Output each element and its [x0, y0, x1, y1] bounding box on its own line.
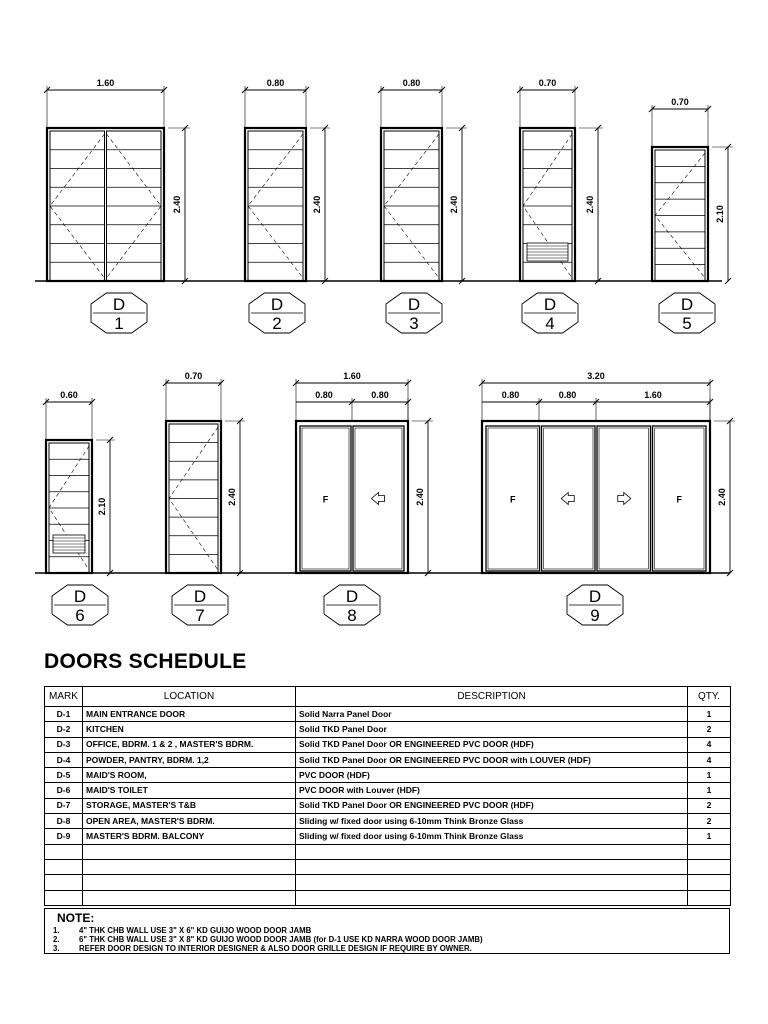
door-elevation-5 [649, 97, 733, 333]
empty-cell [83, 859, 296, 874]
cell-qty: 4 [688, 737, 731, 752]
empty-cell [296, 890, 688, 905]
cell-qty: 1 [688, 829, 731, 844]
note-number: 2. [53, 935, 60, 944]
notes-box [44, 908, 730, 954]
empty-cell [296, 875, 688, 890]
sub-width-label: 1.60 [644, 390, 662, 400]
height-label: 2.40 [415, 488, 425, 506]
empty-cell [296, 859, 688, 874]
empty-cell [688, 875, 731, 890]
door-elevation-3 [378, 78, 467, 333]
table-row [45, 722, 731, 737]
height-label: 2.40 [717, 488, 727, 506]
door-frame [166, 421, 221, 573]
sub-width-dimensions [482, 390, 713, 420]
door-tag-3 [386, 293, 442, 333]
cell-description: Solid TKD Panel Door OR ENGINEERED PVC DOOR (HDF) [296, 798, 688, 813]
width-label: 0.70 [184, 371, 203, 381]
cell-qty: 1 [688, 707, 731, 722]
height-dimension [96, 437, 115, 576]
cell-mark: D-4 [45, 752, 83, 767]
door-elevation-6 [43, 390, 115, 625]
cell-description: Solid TKD Panel Door [296, 722, 688, 737]
door-frame [296, 421, 408, 573]
cell-mark: D-5 [45, 768, 83, 783]
arrow-right-icon [618, 493, 631, 505]
tag-letter: D [345, 587, 359, 606]
empty-cell [83, 875, 296, 890]
empty-row [45, 875, 731, 890]
door-tag-5 [659, 293, 715, 333]
tag-letter: D [112, 295, 126, 314]
door-tag-7 [172, 585, 228, 625]
cell-qty: 2 [688, 722, 731, 737]
arrow-left-icon [561, 493, 574, 505]
empty-cell [688, 844, 731, 859]
header-qty: QTY. [688, 687, 731, 707]
door-elevation-9 [479, 371, 735, 625]
tag-number: 1 [114, 314, 124, 333]
note-item [53, 926, 729, 935]
cell-description: Sliding w/ fixed door using 6-10mm Think Bronze Glass [296, 829, 688, 844]
height-label: 2.10 [715, 205, 725, 223]
louver-icon [53, 535, 85, 553]
cell-description: Solid TKD Panel Door OR ENGINEERED PVC DOOR with LOUVER (HDF) [296, 752, 688, 767]
width-label: 3.20 [587, 371, 605, 381]
table-row [45, 798, 731, 813]
fixed-panel-label: F [676, 494, 682, 505]
louver-icon [527, 243, 568, 261]
height-label: 2.40 [449, 195, 459, 214]
door-frame [245, 128, 306, 281]
height-dimension [579, 125, 603, 284]
cell-location: MAIN ENTRANCE DOOR [83, 707, 296, 722]
empty-cell [45, 875, 83, 890]
door-elevation-8 [293, 371, 433, 625]
tag-letter: D [193, 587, 207, 606]
cell-qty: 4 [688, 752, 731, 767]
door-tag-4 [522, 293, 578, 333]
empty-row [45, 859, 731, 874]
note-text: REFER DOOR DESIGN TO INTERIOR DESIGNER & ALSO DOOR GRILLE DESIGN IF REQUIRE BY OWNER. [79, 944, 472, 953]
width-label: 1.60 [96, 78, 115, 88]
door-frame [652, 147, 708, 281]
empty-row [45, 844, 731, 859]
tag-letter: D [407, 295, 421, 314]
tag-number: 3 [409, 314, 419, 333]
cell-description: Sliding w/ fixed door using 6-10mm Think Bronze Glass [296, 814, 688, 829]
empty-cell [296, 844, 688, 859]
width-label: 0.80 [402, 78, 421, 88]
height-label: 2.40 [312, 195, 322, 214]
cell-description: PVC DOOR with Louver (HDF) [296, 783, 688, 798]
tag-number: 2 [272, 314, 282, 333]
tag-number: 7 [195, 606, 205, 625]
height-dimension [310, 125, 330, 284]
door-tag-6 [52, 585, 108, 625]
cell-qty: 1 [688, 768, 731, 783]
table-row [45, 737, 731, 752]
width-label: 0.80 [266, 78, 285, 88]
height-dimension [446, 125, 467, 284]
cell-mark: D-8 [45, 814, 83, 829]
cell-mark: D-9 [45, 829, 83, 844]
sub-width-label: 0.80 [371, 390, 389, 400]
note-number: 1. [53, 926, 60, 935]
width-dimension [44, 78, 167, 130]
cell-location: MAID'S ROOM, [83, 768, 296, 783]
sub-width-label: 0.80 [558, 390, 577, 400]
height-dimension [712, 144, 733, 284]
width-dimension [378, 78, 445, 130]
empty-cell [45, 844, 83, 859]
height-label: 2.40 [585, 195, 595, 214]
width-dimension [517, 78, 578, 130]
width-label: 1.60 [343, 371, 361, 381]
height-label: 2.40 [172, 195, 182, 214]
cell-location: KITCHEN [83, 722, 296, 737]
cell-mark: D-1 [45, 707, 83, 722]
sub-width-dimensions [296, 390, 411, 420]
cell-description: Solid TKD Panel Door OR ENGINEERED PVC DOOR (HDF) [296, 737, 688, 752]
door-tag-9 [567, 585, 623, 625]
cell-location: POWDER, PANTRY, BDRM. 1,2 [83, 752, 296, 767]
cell-location: STORAGE, MASTER'S T&B [83, 798, 296, 813]
cell-mark: D-3 [45, 737, 83, 752]
width-dimension [242, 78, 309, 130]
empty-row [45, 890, 731, 905]
header-description: DESCRIPTION [296, 687, 688, 707]
table-row [45, 752, 731, 767]
tag-letter: D [543, 295, 557, 314]
tag-letter: D [270, 295, 284, 314]
tag-letter: D [73, 587, 87, 606]
cell-location: OPEN AREA, MASTER'S BDRM. [83, 814, 296, 829]
width-label: 0.70 [538, 78, 557, 88]
door-tag-8 [324, 585, 380, 625]
height-dimension [225, 418, 245, 576]
notes-title: NOTE: [57, 911, 95, 925]
width-label: 0.70 [671, 97, 689, 107]
table-row [45, 768, 731, 783]
header-mark: MARK [45, 687, 83, 707]
tag-number: 8 [347, 606, 357, 625]
cell-qty: 1 [688, 783, 731, 798]
height-label: 2.40 [227, 488, 237, 506]
width-label: 0.60 [60, 390, 78, 400]
height-dimension [714, 418, 735, 576]
header-location: LOCATION [83, 687, 296, 707]
note-item [53, 935, 729, 944]
empty-cell [83, 890, 296, 905]
door-elevation-2 [242, 78, 330, 333]
empty-cell [688, 859, 731, 874]
note-number: 3. [53, 944, 60, 953]
table-row [45, 814, 731, 829]
note-text: 4" THK CHB WALL USE 3" X 6" KD GUIJO WOOD DOOR JAMB [79, 926, 312, 935]
door-tag-1 [91, 293, 147, 333]
empty-cell [688, 890, 731, 905]
table-row [45, 829, 731, 844]
height-dimension [412, 418, 433, 576]
cell-qty: 2 [688, 798, 731, 813]
arrow-left-icon [372, 493, 385, 505]
tag-number: 6 [75, 606, 85, 625]
table-row [45, 707, 731, 722]
schedule-title: DOORS SCHEDULE [44, 650, 247, 673]
cell-description: Solid Narra Panel Door [296, 707, 688, 722]
width-dimension [163, 371, 224, 423]
door-frame [381, 128, 442, 281]
fixed-panel-label: F [510, 494, 516, 505]
height-label: 2.10 [97, 497, 107, 516]
schedule-body [45, 707, 731, 906]
tag-number: 5 [682, 314, 692, 333]
cell-qty: 2 [688, 814, 731, 829]
note-text: 6" THK CHB WALL USE 3" X 8" KD GUIJO WOOD DOOR JAMB (for D-1 USE KD NARRA WOOD DOOR JAMB) [79, 935, 483, 944]
doors-schedule-table [44, 686, 731, 906]
empty-cell [45, 859, 83, 874]
doors-layer [43, 78, 735, 625]
notes-list [53, 926, 729, 953]
empty-cell [45, 890, 83, 905]
width-dimension [649, 97, 711, 149]
tag-number: 9 [590, 606, 600, 625]
empty-cell [83, 844, 296, 859]
door-elevation-1 [44, 78, 190, 333]
tag-letter: D [680, 295, 694, 314]
door-elevation-4 [517, 78, 603, 333]
tag-letter: D [588, 587, 602, 606]
sub-width-label: 0.80 [501, 390, 520, 400]
cell-location: OFFICE, BDRM. 1 & 2 , MASTER'S BDRM. [83, 737, 296, 752]
cell-location: MASTER'S BDRM. BALCONY [83, 829, 296, 844]
note-item [53, 944, 729, 953]
cell-location: MAID'S TOILET [83, 783, 296, 798]
door-elevation-7 [163, 371, 245, 625]
tag-number: 4 [545, 314, 555, 333]
schedule-header-row [45, 687, 731, 707]
cell-description: PVC DOOR (HDF) [296, 768, 688, 783]
height-dimension [168, 125, 190, 284]
door-frame [47, 128, 164, 281]
table-row [45, 783, 731, 798]
fixed-panel-label: F [322, 494, 329, 505]
cell-mark: D-6 [45, 783, 83, 798]
door-tag-2 [249, 293, 305, 333]
width-dimension [43, 390, 95, 442]
cell-mark: D-7 [45, 798, 83, 813]
cell-mark: D-2 [45, 722, 83, 737]
sub-width-label: 0.80 [315, 390, 333, 400]
